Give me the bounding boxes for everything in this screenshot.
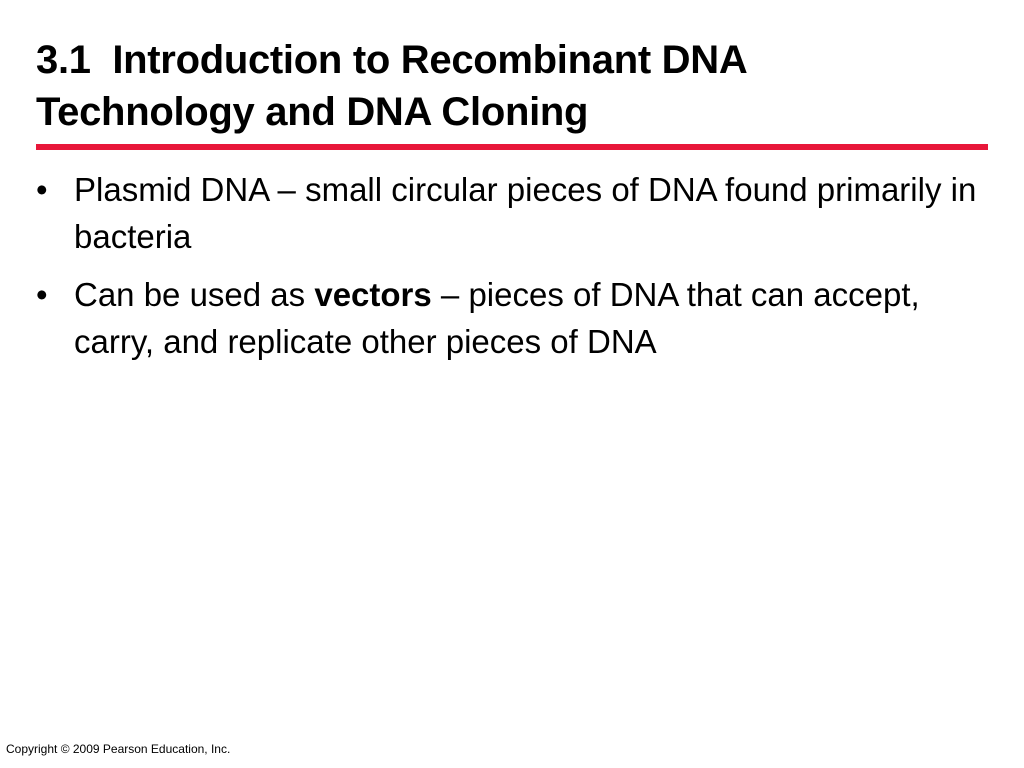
- bullet-item-plasmid: [36, 166, 996, 260]
- bullet-item-vectors: [36, 271, 996, 365]
- bullet-list: [36, 166, 996, 376]
- slide-title-line-2: Technology and DNA Cloning: [36, 90, 589, 134]
- bullet-dot-icon: •: [36, 171, 48, 208]
- bullet-text-plasmid: Plasmid DNA – small circular pieces of DNA found primarily in bacteria: [74, 171, 977, 255]
- title-underline-rule: [36, 144, 988, 150]
- bullet-text-vectors-term: vectors: [314, 276, 432, 313]
- slide-title: [36, 34, 996, 138]
- bullet-text-vectors-after: – pieces of DNA that can accept, carry, and replicate other pieces of DNA: [74, 276, 920, 360]
- slide-title-line-1: 3.1 Introduction to Recombinant DNA: [36, 38, 748, 82]
- bullet-dot-icon: •: [36, 276, 48, 313]
- copyright-footer: Copyright © 2009 Pearson Education, Inc.: [6, 742, 231, 756]
- bullet-text-vectors-before: Can be used as: [74, 276, 315, 313]
